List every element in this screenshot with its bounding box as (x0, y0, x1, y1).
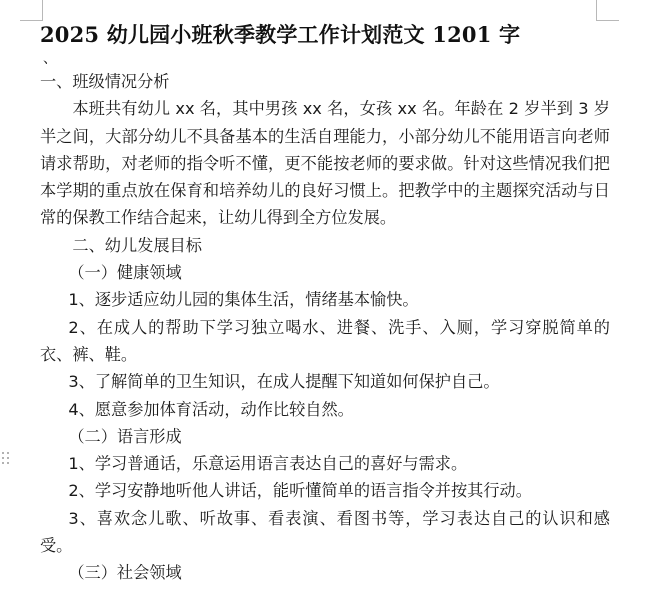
subsection-heading: （三）社会领域 (68, 563, 182, 583)
list-item: 2、在成人的帮助下学习独立喝水、进餐、洗手、入厕，学习穿脱简单的衣、裤、鞋。 (40, 317, 610, 364)
top-left-margin-mark (20, 0, 43, 21)
subsection-heading: （二）语言形成 (68, 426, 182, 446)
paragraph: 本班共有幼儿 xx 名，其中男孩 xx 名，女孩 xx 名。年龄在 2 岁半到 3 岁半之间，大部分幼儿不具备基本的生活自理能力，小部分幼儿不能用语言向老师请求帮助，对老师的指令听不懂，更不能按老师的要求做。针对这些情况我们把本学期的重点放在保育和培养幼儿的良好习惯上。把教学中的主题探究活动与日常的保教工作结合起来，让幼儿得到全方位发展。 (40, 99, 610, 228)
top-right-margin-mark (596, 0, 619, 21)
drag-handle-icon[interactable] (2, 452, 10, 466)
list-item: 3、了解简单的卫生知识，在成人提醒下知道如何保护自己。 (68, 372, 500, 392)
list-item: 2、学习安静地听他人讲话，能听懂简单的语言指令并按其行动。 (68, 481, 532, 501)
document-title: 2025 幼儿园小班秋季教学工作计划范文 1201 字 (40, 22, 521, 47)
list-item: 3、喜欢念儿歌、听故事、看表演、看图书等，学习表达自己的认识和感受。 (40, 508, 610, 556)
list-item: 4、愿意参加体育活动，动作比较自然。 (68, 399, 354, 419)
section-heading: 二、幼儿发展目标 (72, 235, 202, 255)
list-item: 1、逐步适应幼儿园的集体生活，情绪基本愉快。 (68, 290, 419, 310)
list-item: 1、学习普通话，乐意运用语言表达自己的喜好与需求。 (68, 454, 468, 474)
stray-mark: 、 (43, 51, 57, 67)
subsection-heading: （一）健康领域 (68, 263, 182, 283)
document-body[interactable] (40, 20, 610, 587)
section-heading: 一、班级情况分析 (40, 72, 170, 91)
